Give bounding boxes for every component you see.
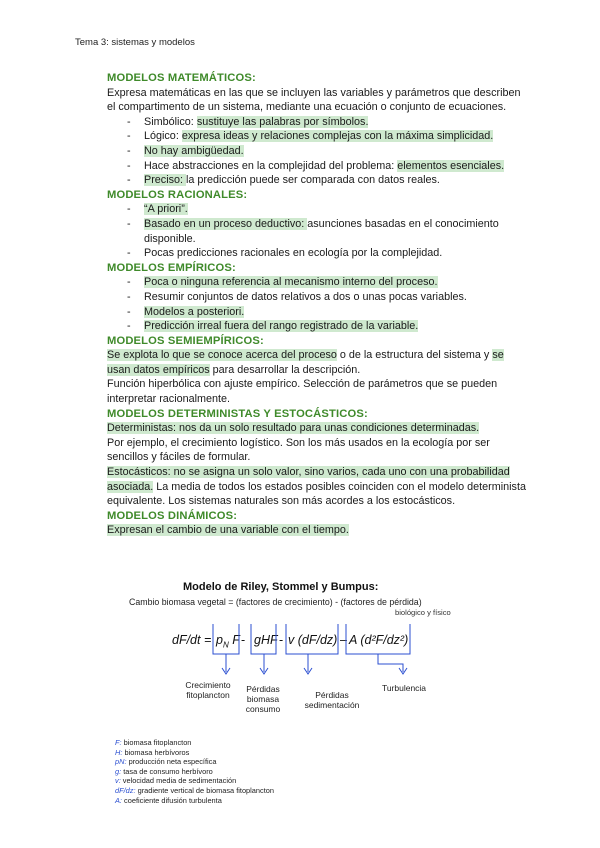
equation-term-growth: $p_N$ F [216,633,240,650]
paragraph-deterministas-2: Por ejemplo, el crecimiento logístico. Son los más usados en la ecología por ser sencillos y fáciles de formular. [107,436,490,464]
list-item: - Hace abstracciones en la complejidad del problema: elementos esenciales. [127,159,505,172]
list-item: - Resumir conjuntos de datos relativos a dos o unas pocas variables. [127,290,467,303]
label-growth: Crecimiento fitoplancton [185,680,231,700]
list-item: - No hay ambigüedad. [127,144,244,157]
legend-item: A: coeficiente difusión turbulenta [115,795,222,805]
heading-racionales: MODELOS RACIONALES: [107,188,248,201]
paragraph-dinamicos: Expresan el cambio de una variable con el tiempo. [107,524,349,537]
figure-subtitle-note: biológico y físico [395,608,451,617]
paragraph-semiempiricos-2: Función hiperbólica con ajuste empírico. Selección de parámetros que se pueden interpretar racionalmente. [107,378,498,406]
heading-matematicos: MODELOS MATEMÁTICOS: [107,72,256,84]
list-racionales [107,202,527,260]
heading-dinamicos: MODELOS DINÁMICOS: [107,509,238,522]
list-item: - Preciso: la predicción puede ser comparada con datos reales. [127,174,440,187]
equation-minus: - [279,633,284,647]
paragraph-deterministas-3: Estocásticos: no se asigna un solo valor, sino varios, cada uno con una probabilidad asociada. La media de todos los estados posibles coinciden con el modelo determinista equivalente. Los sistemas naturales son más acordes a los estocásticos. [107,466,526,508]
legend-item: v: velocidad media de sedimentación [115,776,237,786]
equation-lhs: dF/dt = [172,633,212,647]
legend-item: pN: producción neta específica [115,757,217,767]
list-item: - Simbólico: sustituye las palabras por símbolos. [127,115,369,128]
paragraph-semiempiricos-1: Se explota lo que se conoce acerca del proceso o de la estructura del sistema y se usan datos empíricos para desarrollar la descripción. [107,349,504,376]
label-sedimentation-loss: Pérdidas sedimentación [304,690,360,710]
heading-semiempiricos: MODELOS SEMIEMPÍRICOS: [107,334,264,347]
equation-minus: - [241,633,246,647]
legend-item: H: biomasa herbívoros [115,747,190,757]
figure-title: Modelo de Riley, Stommel y Bumpus: [183,581,379,593]
equation-term-grazing: gHF [254,633,278,647]
list-item: - “A priori”. [127,203,188,216]
list-item: - Basado en un proceso deductivo: asunciones basadas en el conocimiento disponible. [127,217,499,245]
list-empiricos [107,275,527,333]
list-item: - Modelos a posteriori. [127,305,245,318]
equation-term-turbulence: A (d²F/dz²) [349,633,409,647]
heading-deterministas: MODELOS DETERMINISTAS Y ESTOCÁSTICOS: [107,407,368,420]
list-item: - Pocas predicciones racionales en ecología por la complejidad. [127,247,443,260]
equation-minus: – [340,633,347,647]
legend-item: dF/dz: gradiente vertical de biomasa fitoplancton [115,785,274,795]
page-header: Tema 3: sistemas y modelos [75,37,195,48]
legend-item: F: biomasa fitoplancton [115,738,192,747]
label-consumption-loss: Pérdidas biomasa consumo [245,684,281,714]
list-item: - Poca o ninguna referencia al mecanismo interno del proceso. [127,276,438,289]
legend-item: g: tasa de consumo herbívoro [115,766,213,776]
paragraph-deterministas-1: Deterministas: nos da un solo resultado para unas condiciones determinadas. [107,422,480,435]
equation-term-sedimentation: v (dF/dz) [288,633,338,647]
paragraph-matematicos-intro: Expresa matemáticas en las que se incluyen las variables y parámetros que describen el compartimento de un sistema, mediante una ecuación o conjunto de ecuaciones. [107,86,521,114]
list-matematicos [107,115,527,188]
label-turbulence: Turbulencia [381,683,427,693]
figure-legend [115,738,274,805]
list-item: - Predicción irreal fuera del rango registrado de la variable. [127,320,419,333]
heading-empiricos: MODELOS EMPÍRICOS: [107,261,236,274]
figure-subtitle: Cambio biomasa vegetal = (factores de crecimiento) - (factores de pérdida) [129,597,422,607]
list-item: - Lógico: expresa ideas y relaciones complejas con la máxima simplicidad. [127,130,494,143]
document-body [107,71,527,538]
